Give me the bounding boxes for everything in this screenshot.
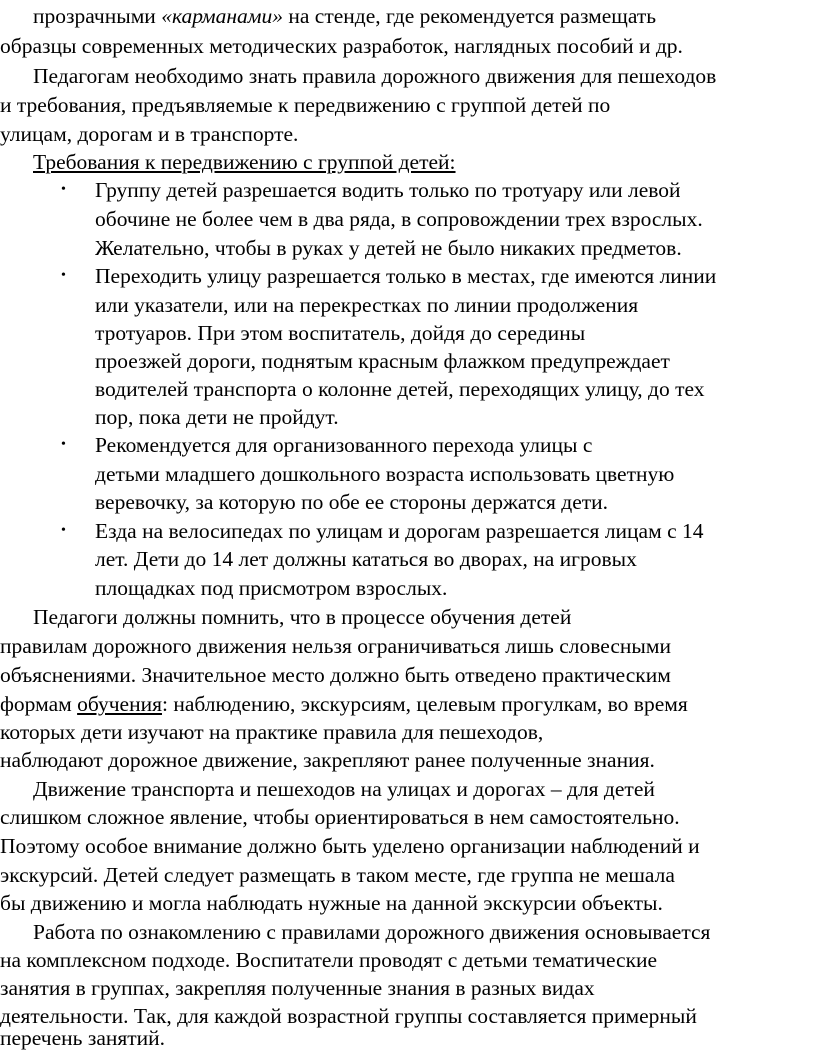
text-line: объяснениями. Значительное место должно быть отведено практическим — [0, 663, 671, 687]
text-span: формам — [0, 692, 78, 716]
section-heading: Требования к передвижению с группой детей: — [33, 150, 456, 174]
paragraph-first-line: Педагоги должны помнить, что в процессе обучения детей — [33, 605, 572, 629]
text-span: : наблюдению, экскурсиям, целевым прогулкам, во время — [161, 692, 688, 716]
italic-term: «карманами» — [161, 4, 283, 28]
paragraph-first-line: Педагогам необходимо знать правила дорожного движения для пешеходов — [33, 64, 717, 88]
text-line: деятельности. Так, для каждой возрастной группы составляется примерный — [0, 1004, 697, 1028]
list-item-line: лет. Дети до 14 лет должны кататься во дворах, на игровых — [95, 547, 637, 571]
list-item-line: Езда на велосипедах по улицам и дорогам разрешается лицам с 14 — [95, 519, 704, 543]
text-line: перечень занятий. — [0, 1026, 166, 1050]
list-item-line: обочине не более чем в два ряда, в сопровождении трех взрослых. — [95, 207, 703, 231]
text-line: образцы современных методических разработок, наглядных пособий и др. — [0, 34, 683, 58]
paragraph-first-line: Движение транспорта и пешеходов на улицах и дорогах – для детей — [33, 777, 655, 801]
text-line — [0, 690, 688, 718]
bullet-icon: • — [61, 523, 66, 538]
list-item-line: пор, пока дети не пройдут. — [95, 405, 339, 429]
text-line: экскурсий. Детей следует размещать в таком месте, где группа не мешала — [0, 863, 675, 887]
list-item-line: Желательно, чтобы в руках у детей не было никаких предметов. — [95, 236, 682, 260]
text-line: улицам, дорогам и в транспорте. — [0, 122, 299, 146]
list-item-line: Переходить улицу разрешается только в местах, где имеются линии — [95, 264, 717, 288]
list-item-line: площадках под присмотром взрослых. — [95, 576, 448, 600]
bullet-icon: • — [61, 268, 66, 283]
text-line: Поэтому особое внимание должно быть уделено организации наблюдений и — [0, 834, 700, 858]
list-item-line: проезжей дороги, поднятым красным флажком предупреждает — [95, 349, 670, 373]
text-line: слишком сложное явление, чтобы ориентироваться в нем самостоятельно. — [0, 805, 680, 829]
list-item-line: детьми младшего дошкольного возраста использовать цветную — [95, 462, 675, 486]
list-item-line: водителей транспорта о колонне детей, переходящих улицу, до тех — [95, 377, 705, 401]
text-line: правилам дорожного движения нельзя ограничиваться лишь словесными — [0, 634, 671, 658]
list-item-line: веревочку, за которую по обе ее стороны держатся дети. — [95, 490, 609, 514]
text-span: на стенде, где рекомендуется размещать — [283, 4, 657, 28]
text-line: занятия в группах, закрепляя полученные знания в разных видах — [0, 976, 595, 1000]
list-item-line: Группу детей разрешается водить только по тротуару или левой — [95, 178, 681, 202]
list-item-line: или указатели, или на перекрестках по линии продолжения — [95, 293, 639, 317]
text-span: прозрачными — [33, 4, 162, 28]
text-line: на комплексном подходе. Воспитатели проводят с детьми тематические — [0, 948, 658, 972]
list-item-line: Рекомендуется для организованного перехода улицы с — [95, 433, 593, 457]
list-item-line: тротуаров. При этом воспитатель, дойдя до середины — [95, 321, 586, 345]
bullet-icon: • — [61, 182, 66, 197]
text-line: которых дети изучают на практике правила для пешеходов, — [0, 720, 544, 744]
text-line: и требования, предъявляемые к передвижению с группой детей по — [0, 93, 611, 117]
obuchenie-link[interactable]: обучения — [77, 692, 162, 716]
text-line — [33, 2, 656, 30]
paragraph-first-line: Работа по ознакомлению с правилами дорожного движения основывается — [33, 920, 711, 944]
text-line: бы движению и могла наблюдать нужные на данной экскурсии объекты. — [0, 891, 663, 915]
bullet-icon: • — [61, 437, 66, 452]
text-line: наблюдают дорожное движение, закрепляют ранее полученные знания. — [0, 748, 655, 772]
